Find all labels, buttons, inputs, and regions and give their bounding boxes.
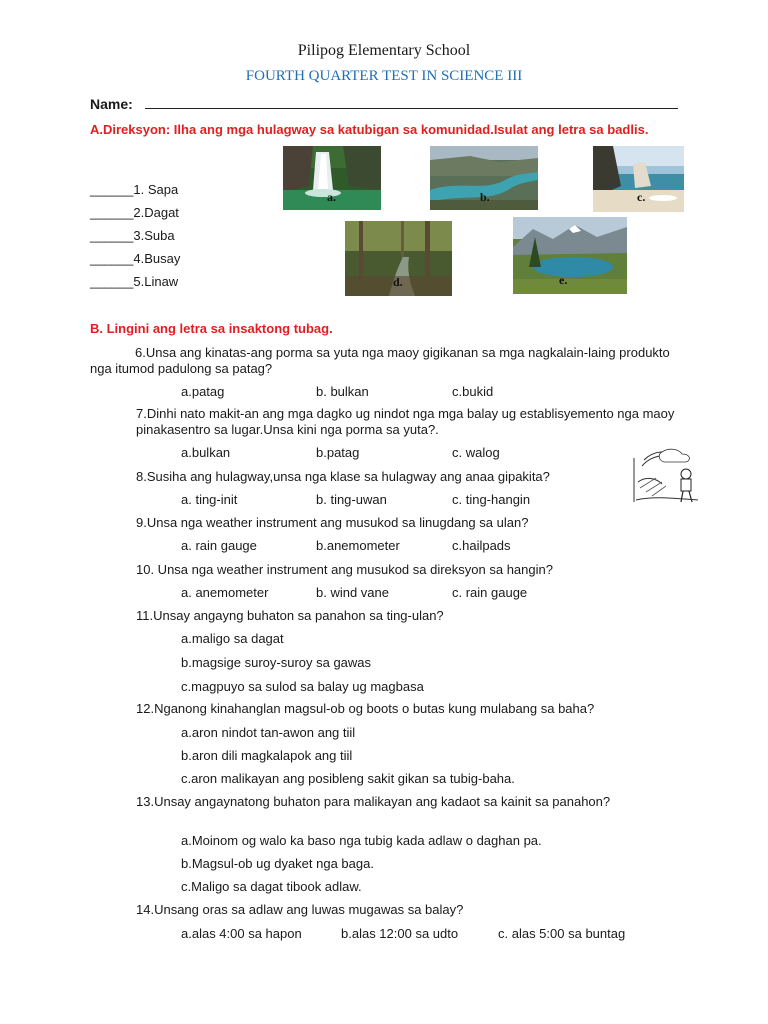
question-10: 10. Unsa nga weather instrument ang musukod sa direksyon sa hangin? [136, 562, 553, 577]
picture-label-e: e. [559, 273, 568, 287]
name-line [145, 108, 678, 109]
sea-picture [593, 146, 684, 212]
q13-option-c[interactable]: c.Maligo sa dagat tibook adlaw. [181, 879, 362, 894]
q6-option-a[interactable]: a.patag [181, 384, 225, 399]
section-a-item-4: ______4.Busay [90, 251, 181, 266]
section-a-item-3: ______3.Suba [90, 228, 175, 243]
q10-option-b[interactable]: b. wind vane [316, 585, 389, 600]
q13-option-b[interactable]: b.Magsul-ob ug dyaket nga baga. [181, 856, 374, 871]
picture-label-d: d. [393, 275, 403, 289]
q12-option-c[interactable]: c.aron malikayan ang posibleng sakit gikan sa tubig-baha. [181, 771, 515, 786]
name-label: Name: [90, 96, 133, 112]
school-name: Pilipog Elementary School [297, 42, 471, 59]
lake-picture [513, 217, 627, 294]
q11-option-b[interactable]: b.magsige suroy-suroy sa gawas [181, 655, 372, 670]
q14-option-c[interactable]: c. alas 5:00 sa buntag [498, 926, 626, 941]
q6-option-b[interactable]: b. bulkan [316, 384, 369, 399]
q12-option-b[interactable]: b.aron dili magkalapok ang tiil [181, 748, 353, 763]
question-9: 9.Unsa nga weather instrument ang musukod sa linugdang sa ulan? [136, 515, 529, 530]
question-12: 12.Nganong kinahanglan magsul-ob og boots o butas kung mulabang sa baha? [136, 701, 595, 716]
test-title: FOURTH QUARTER TEST IN SCIENCE III [245, 68, 523, 84]
q13-option-a[interactable]: a.Moinom og walo ka baso nga tubig kada adlaw o daghan pa. [181, 833, 542, 848]
q10-option-a[interactable]: a. anemometer [181, 585, 269, 600]
q14-option-b[interactable]: b.alas 12:00 sa udto [341, 926, 459, 941]
creek-picture [345, 221, 452, 296]
section-a-instruction: A.Direksyon: Ilha ang mga hulagway sa katubigan sa komunidad.Isulat ang letra sa badlis. [90, 122, 649, 137]
question-11: 11.Unsay angayng buhaton sa panahon sa ting-ulan? [136, 608, 444, 623]
q7-option-a[interactable]: a.bulkan [181, 445, 231, 460]
q6-option-c[interactable]: c.bukid [452, 384, 494, 399]
q11-option-a[interactable]: a.maligo sa dagat [181, 631, 284, 646]
river-picture [430, 146, 538, 210]
waterfall-picture [283, 146, 381, 210]
section-b-instruction: B. Lingini ang letra sa insaktong tubag. [90, 321, 333, 336]
windy-day-illustration [632, 448, 702, 506]
q12-option-a[interactable]: a.aron nindot tan-awon ang tiil [181, 725, 356, 740]
section-a-item-5: ______5.Linaw [90, 274, 179, 289]
question-13: 13.Unsay angaynatong buhaton para malikayan ang kadaot sa kainit sa panahon? [136, 794, 611, 809]
q10-option-c[interactable]: c. rain gauge [452, 585, 528, 600]
q9-option-c[interactable]: c.hailpads [452, 538, 511, 553]
q7-option-b[interactable]: b.patag [316, 445, 360, 460]
picture-label-b: b. [480, 190, 490, 204]
q8-option-b[interactable]: b. ting-uwan [316, 492, 387, 507]
q8-option-c[interactable]: c. ting-hangin [452, 492, 531, 507]
section-a-item-1: ______1. Sapa [90, 182, 179, 197]
question-8: 8.Susiha ang hulagway,unsa nga klase sa hulagway ang anaa gipakita? [136, 469, 550, 484]
q9-option-a[interactable]: a. rain gauge [181, 538, 257, 553]
picture-label-a: a. [327, 190, 336, 204]
question-14: 14.Unsang oras sa adlaw ang luwas mugawas sa balay? [136, 902, 464, 917]
q14-option-a[interactable]: a.alas 4:00 sa hapon [181, 926, 302, 941]
q9-option-b[interactable]: b.anemometer [316, 538, 400, 553]
q11-option-c[interactable]: c.magpuyo sa sulod sa balay ug magbasa [181, 679, 424, 694]
picture-label-c: c. [637, 190, 646, 204]
q8-option-a[interactable]: a. ting-init [181, 492, 238, 507]
question-6: 6.Unsa ang kinatas-ang porma sa yuta nga maoy gigikanan sa mga nagkalain-laing produkto nga itumod padulong sa patag? [90, 345, 670, 376]
question-7: 7.Dinhi nato makit-an ang mga dagko ug nindot nga mga balay ug establisyemento nga maoy pinakasentro sa lugar.Unsa kini nga porma sa yuta?. [136, 406, 675, 437]
q7-option-c[interactable]: c. walog [452, 445, 500, 460]
section-a-item-2: ______2.Dagat [90, 205, 179, 220]
